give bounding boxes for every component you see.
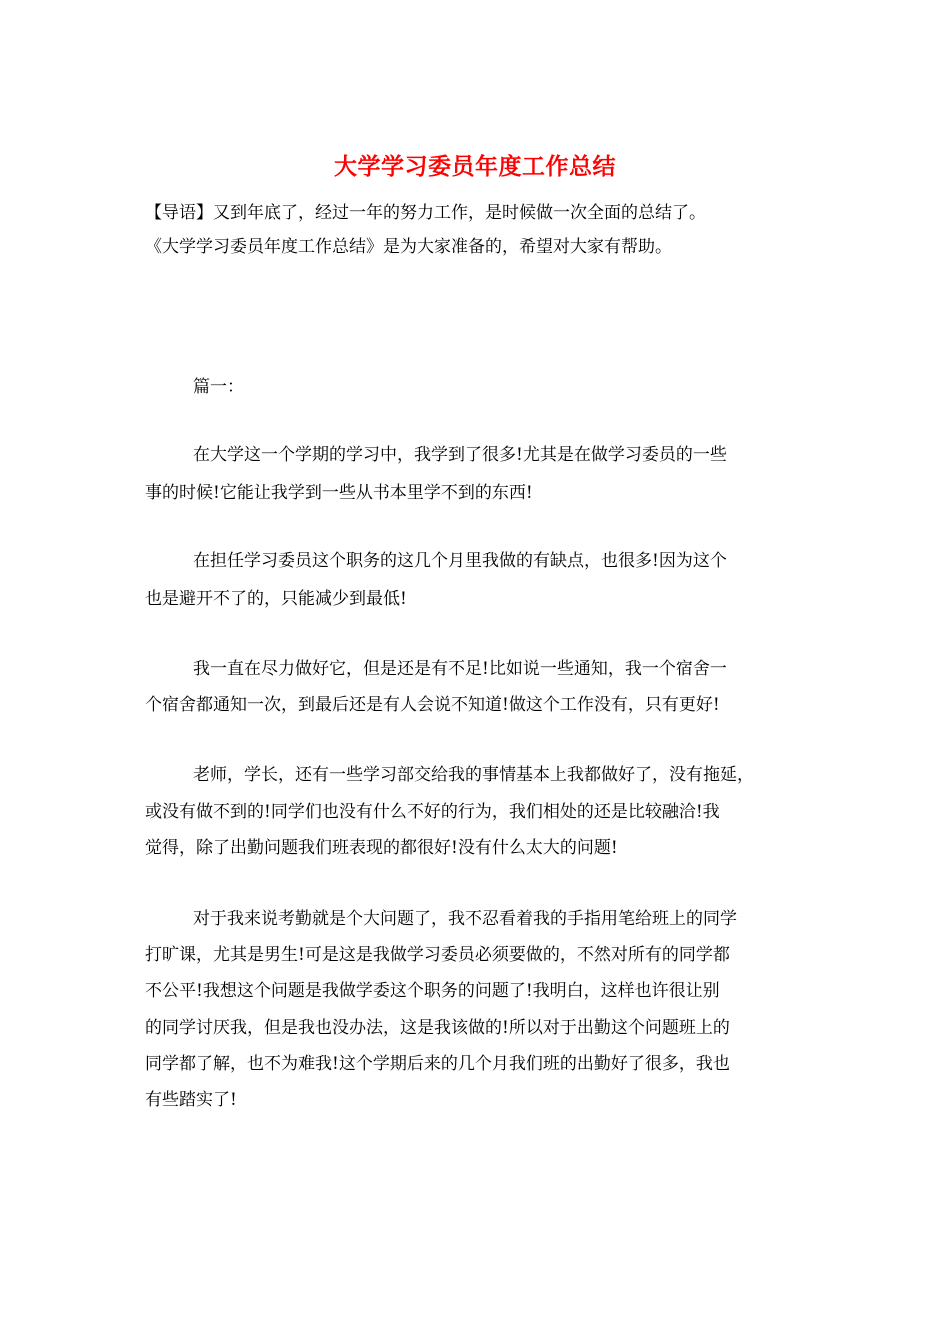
paragraph-line: 有些踏实了! bbox=[145, 1090, 237, 1110]
document-title: 大学学习委员年度工作总结 bbox=[334, 153, 616, 180]
paragraph-line: 事的时候!它能让我学到一些从书本里学不到的东西! bbox=[145, 483, 533, 503]
paragraph-line: 对于我来说考勤就是个大问题了，我不忍看着我的手指用笔给班上的同学 bbox=[193, 909, 737, 929]
paragraph-line: 个宿舍都通知一次，到最后还是有人会说不知道!做这个工作没有，只有更好! bbox=[145, 695, 720, 715]
paragraph-line: 老师，学长，还有一些学习部交给我的事情基本上我都做好了，没有拖延， bbox=[193, 765, 754, 785]
paragraph-line: 在大学这一个学期的学习中，我学到了很多!尤其是在做学习委员的一些 bbox=[193, 445, 727, 465]
paragraph-line: 的同学讨厌我，但是我也没办法，这是我该做的!所以对于出勤这个问题班上的 bbox=[145, 1018, 730, 1038]
paragraph-line: 或没有做不到的!同学们也没有什么不好的行为，我们相处的还是比较融洽!我 bbox=[145, 802, 720, 822]
paragraph-line: 同学都了解，也不为难我!这个学期后来的几个月我们班的出勤好了很多，我也 bbox=[145, 1054, 730, 1074]
intro-line: 【导语】又到年底了，经过一年的努力工作，是时候做一次全面的总结了。 bbox=[145, 203, 706, 223]
paragraph-line: 不公平!我想这个问题是我做学委这个职务的问题了!我明白，这样也许很让别 bbox=[145, 981, 720, 1001]
paragraph-line: 觉得，除了出勤问题我们班表现的都很好!没有什么太大的问题! bbox=[145, 838, 618, 858]
paragraph-line: 在担任学习委员这个职务的这几个月里我做的有缺点，也很多!因为这个 bbox=[193, 551, 727, 571]
paragraph-line: 打旷课，尤其是男生!可是这是我做学习委员必须要做的，不然对所有的同学都 bbox=[145, 945, 730, 965]
intro-line: 《大学学习委员年度工作总结》是为大家准备的，希望对大家有帮助。 bbox=[145, 237, 672, 257]
paragraph-line: 我一直在尽力做好它，但是还是有不足!比如说一些通知，我一个宿舍一 bbox=[193, 659, 727, 679]
section-heading: 篇一： bbox=[193, 377, 244, 397]
paragraph-line: 也是避开不了的，只能减少到最低! bbox=[145, 589, 407, 609]
